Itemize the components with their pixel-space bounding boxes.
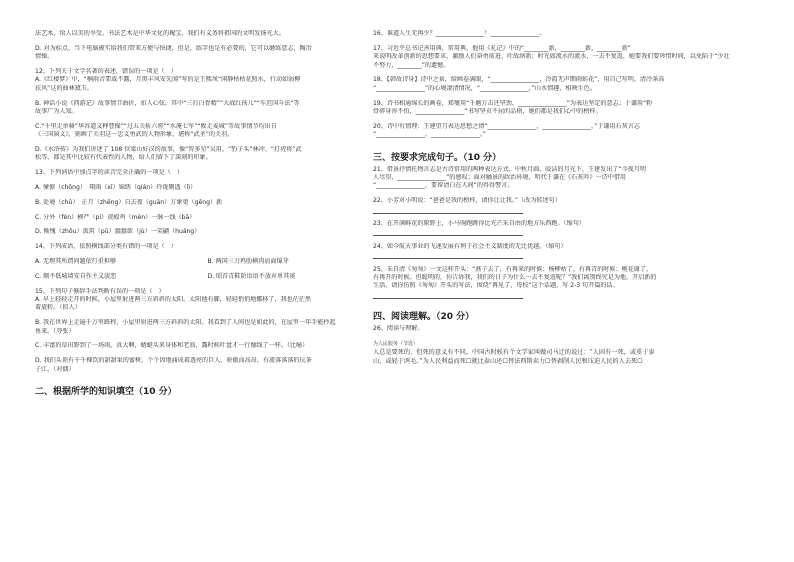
option-row bbox=[35, 273, 380, 281]
text-line: A. 早上轻轻走开的时候，小屋里射进两三方斜斜的太阳。太阳他有脚，轻轻悄悄地挪移了，我也茫茫然 bbox=[35, 296, 312, 303]
passage-title: 为人民服务（节选） bbox=[373, 340, 419, 347]
option-line: D. 惭愧（zhōu）汲筑（pū）蠢蠢欲（jù）一笑翩（huáng） bbox=[35, 228, 201, 236]
question-21: 21、借景抒情托物言志是古诗常用的两种表达方式。中秋月圆，皎洁的月光下，王建发出了“今夜月明 bbox=[373, 165, 646, 173]
answer-line[interactable] bbox=[373, 206, 523, 214]
text-line: D. 我们头顶有千千棵饮的甜甜果的蜜树，个个因地涌成着透亮的巨人，骄傲而高昂，有流落落落的玩茶 bbox=[35, 357, 312, 365]
question-20: 20、诗中有情理：王建望月表达思愁之情“________________，________________。”于谦用石灰言志 bbox=[373, 122, 640, 130]
text-line: “________________，要留清白在人间”的得得警言。 bbox=[373, 182, 514, 190]
text-line: 生活，请你仿照《匆匆》开头的写法，围绕“再见了，母校”这个话题，写 2-3 句开篇的话。 bbox=[373, 282, 619, 290]
passage-line: 人总是要死的，但死的意义有不同。中国古时候有个文学家叫做司马迁的说过：“人固有一死，或重于泰 bbox=[373, 349, 655, 357]
text-line: 松等，都是其中比较有代表性的人物，给人们留下了深刻的印象。 bbox=[35, 154, 212, 162]
right-column bbox=[373, 30, 763, 366]
section-heading: 二、根据所学的知识填空（10 分） bbox=[35, 387, 177, 398]
text-line: C.“千里走单骑”华容道义释曹操”“过五关斩六将”“水淹七军”“败走麦城”等故事情节均出自 bbox=[35, 122, 277, 130]
text-line: 人尽望，________________”的感叹；面对触景的政治环境，明代于谦在《石灰吟》一诗中借用 bbox=[373, 174, 627, 182]
left-column bbox=[35, 30, 380, 400]
answer-line[interactable] bbox=[373, 291, 523, 299]
question-19: 19、诗书相通绵长的画卷，郑燮用“千磨万击还坚劲，________________”为表达坚定的意志；于谦用“粉 bbox=[373, 99, 653, 107]
section-heading: 三、按要求完成句子。（10 分） bbox=[373, 152, 502, 163]
answer-line[interactable] bbox=[373, 228, 523, 236]
option-row bbox=[35, 258, 380, 266]
text-line: 法艺术，给人以美的享受。书法艺术是中华文化的瑰宝，我们有义务将祖国的文明发扬光大。 bbox=[35, 30, 285, 37]
text-line: 鱼来。（夸张） bbox=[35, 327, 75, 335]
text-line: B. 神话小说《西游记》故事情节曲折，扣人心弦。其中“三打白骨精”“大战红孩儿”“车迟国斗法”等 bbox=[35, 99, 300, 107]
question-12: 12、下列关于文学名著的表述，错误的一项是（ ） bbox=[35, 68, 177, 75]
text-line: 扶风”这的曲林黛玉。 bbox=[35, 84, 94, 92]
question-18: 18、【韩故诗身】诗中之景，给画卷满眼，“________________，冷霞无声细雨蛙花”，用自己写明，清冷条冻 bbox=[373, 76, 665, 84]
option-a: A. 无理其所谓问题依行重担够 bbox=[35, 258, 117, 265]
text-line: C. 丰富的草田野到了一场雨，真大啊，蜻蜓头来身体和老翁，露时候叶盘才一行像线了一样。（比喻） bbox=[35, 342, 309, 350]
text-line: 不努力，________”的遗憾。 bbox=[373, 61, 450, 69]
option-c: C. 顺不低城墙安自作主义淡恋 bbox=[35, 272, 117, 280]
text-line: 子江。（对偶） bbox=[35, 365, 75, 373]
text-line: B. 我在世界上走遍千万里路程，小屋里射进两三方斜斜的太阳。我看到了人间也是如此的，在屋里一年手能抄起 bbox=[35, 319, 336, 327]
question-13: 13、下列词语中加点字的读音完全正确的一项是（ ） bbox=[35, 169, 183, 177]
text-line: 骨碎身浑不怕，________________”书写坚贞不屈的品格，她们都是我们心中的榜样。 bbox=[373, 108, 602, 116]
option-line: A. 憧憬（chōng） 翔雨（xī）锦绣（qián）玲珑剔透（lì） bbox=[35, 184, 197, 192]
text-line: 有再开的时候。但聪明的，你告诉我，我们的日子为什么一去不复返呢？”我们离别终究是为他，开启新的 bbox=[373, 274, 657, 282]
text-line: “________________”的心境凄清情况，“________________，”山水情趣，相映生色。 bbox=[373, 84, 596, 92]
option-b: B. 两国三刀鸡肋横肉而面锦芽 bbox=[207, 258, 289, 265]
question-23: 23、在开满鲜花的原野上，小马驹跑跳得比光芒采自由的地方乐西跑。（缩句） bbox=[373, 220, 585, 228]
question-25: 25、朱自清《匆匆》一文这样开头：“燕子去了，有再来的时候；杨柳枯了，有再青的时候；桃花谢了， bbox=[373, 265, 653, 273]
question-14: 14、下列成语，依照横线部分类有错的一项是（ ） bbox=[35, 243, 177, 251]
passage-line: 山，或轻于鸿毛。”为人民利益而死☐就比泰山还☐替法西斯卖力☐替剥削人民和压迫人民的人去死☐ bbox=[373, 358, 643, 366]
option-d: D. 昭首青鞋阶语语不放弃单其谈 bbox=[207, 272, 296, 280]
text-line: 故事广为人知。 bbox=[35, 108, 78, 116]
answer-line[interactable] bbox=[373, 251, 523, 259]
section-heading: 四、阅读理解。（20 分） bbox=[373, 311, 475, 322]
text-line: “________________，________________。” bbox=[373, 131, 486, 139]
text-line: 《三国演义》，刻画了关羽这一忠义勇武的人物形象，堪称“武圣”的关羽。 bbox=[35, 131, 234, 139]
question-26: 26、阅读与理解。 bbox=[373, 324, 424, 332]
question-15: 15、下列句子修辞手法判断有误的一项是（ ） bbox=[35, 287, 165, 295]
text-line: D.《水浒传》为我们讲述了 108 位梁山好汉的故事，像“智多星”吴用、“豹子头”林冲、“打虎将”武 bbox=[35, 146, 302, 154]
option-line: C. 分外（fèn）横严（pí）黄殿鸡（mèn）一脉一线（bā） bbox=[35, 213, 196, 221]
text-line: 情操。 bbox=[35, 53, 54, 61]
question-17: 17、习近平总书记善用典，常用典，他用《礼记》中的“________新，________新，________新” bbox=[373, 44, 631, 52]
text-line: 来说明改革创新的思想要求，激励人们奋勇前进，吐故纳新；时光如流水的流水，一去不复返，她要我们要珍惜时间，以免陷于“少壮 bbox=[373, 53, 730, 61]
text-line: D. 对为标点，当下电脑被实给我们带来方便与快捷，但是，练字也是有必要的，它可以磨练意志，陶冶 bbox=[35, 44, 312, 52]
question-22: 22、小芳对小明说：“爸爸是我的榜样，请你让让我。”（改为转述句） bbox=[373, 197, 561, 205]
text-line: A.《红楼梦》中，“桐雨音霏戚不露，月黑丰风安先闻”写的是王熙凤“闲静枯枯花照水，行动如弱柳 bbox=[35, 76, 301, 84]
option-line: B. 处境（chǔ） 正月（zhēng）自去夜（guān）万象更（gēng）新 bbox=[35, 198, 223, 206]
question-16: 16、谁道人生无再少？________________！________________。 bbox=[373, 30, 546, 37]
text-line: 着旋转。（拟人） bbox=[35, 304, 81, 312]
question-24: 24、如今航天事业的飞速发展有利于社会主义制度的无比优越。（缩句） bbox=[373, 242, 567, 250]
